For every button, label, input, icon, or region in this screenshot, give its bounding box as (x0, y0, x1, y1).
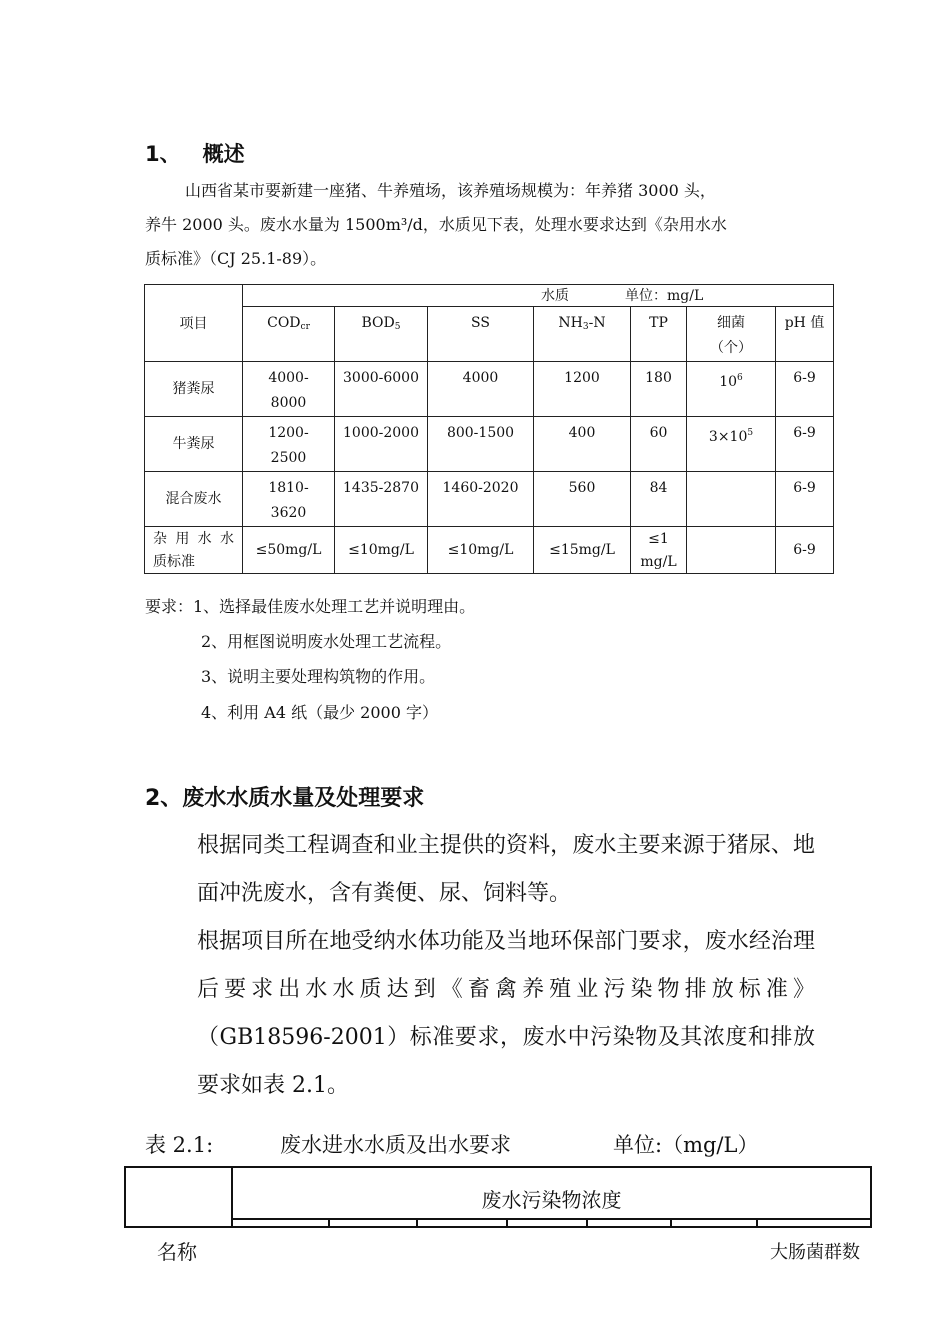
table2-caption (145, 1129, 759, 1159)
table2-header: 废水污染物浓度 (481, 1188, 622, 1212)
water-quality-label: 水质 (541, 288, 569, 304)
item-header-cell: 项目 (145, 285, 243, 362)
table2-col-divider (416, 1220, 418, 1226)
requirement-1: 要求：1、选择最佳废水处理工艺并说明理由。 (145, 597, 476, 616)
table2-col-divider (586, 1220, 588, 1226)
col-tp: TP (631, 307, 687, 362)
section1-paragraph (145, 174, 835, 276)
cell-ss: 800-1500 (428, 417, 534, 472)
table2-col-divider (756, 1220, 758, 1226)
cell-bacteria (687, 472, 776, 527)
section1-line1: 山西省某市要新建一座猪、牛养殖场，该养殖场规模为：年养猪 3000 头， (185, 181, 716, 200)
table2-caption-unit: 单位:（mg/L） (613, 1133, 759, 1157)
table2-coliform-label: 大肠菌群数 (770, 1242, 860, 1263)
table2-col-divider (670, 1220, 672, 1226)
cell-ss: 4000 (428, 362, 534, 417)
cell-nh3n: 1200 (534, 362, 631, 417)
col-cod: $COD_{cr}$ (243, 307, 335, 362)
cell-bacteria (687, 527, 776, 574)
section2-paragraph-1: 根据同类工程调查和业主提供的资料，废水主要来源于猪尿、地面冲洗废水，含有粪便、尿、饲料等。 (197, 833, 815, 906)
cell-cod: 4000- 8000 (243, 362, 335, 417)
section2-paragraph-2: 根据项目所在地受纳水体功能及当地环保部门要求，废水经治理后要求出水水质达到《畜禽养殖业污染物排放标准》（GB18596-2001）标准要求，废水中污染物及其浓度和排放要求如表 2.1。 (197, 929, 815, 1098)
table-row (145, 362, 834, 417)
table2-col-divider (328, 1220, 330, 1226)
table-row (145, 472, 834, 527)
cell-cod: ≤50mg/L (243, 527, 335, 574)
table2-col-divider (506, 1220, 508, 1226)
col-bod: $BOD_5$ (335, 307, 428, 362)
table2-subheader-row (233, 1218, 870, 1226)
requirement-2: 2、用框图说明废水处理工艺流程。 (201, 632, 452, 651)
requirement-4: 4、利用 A4 纸（最少 2000 字） (201, 703, 438, 722)
col-ss: SS (428, 307, 534, 362)
cell-bacteria: $3\times 10^5$ (687, 417, 776, 472)
table2-caption-number: 表 2.1: (145, 1133, 214, 1157)
cell-cod: 1200- 2500 (243, 417, 335, 472)
pollutant-table (124, 1166, 872, 1228)
water-quality-header-cell (243, 285, 834, 307)
cell-nh3n: ≤15mg/L (534, 527, 631, 574)
cell-bod: 3000-6000 (335, 362, 428, 417)
cell-tp: 84 (631, 472, 687, 527)
cell-ph: 6-9 (776, 417, 834, 472)
cell-tp: 60 (631, 417, 687, 472)
cell-nh3n: 560 (534, 472, 631, 527)
row-name: 牛粪尿 (145, 417, 243, 472)
cell-tp: 180 (631, 362, 687, 417)
col-nh3n: $NH_3-N$ (534, 307, 631, 362)
cell-tp: ≤1 mg/L (631, 527, 687, 574)
section2-body (145, 822, 815, 1110)
requirement-3: 3、说明主要处理构筑物的作用。 (201, 667, 436, 686)
section1-title: 概述 (202, 142, 245, 166)
cell-nh3n: 400 (534, 417, 631, 472)
table-row (145, 417, 834, 472)
cell-ss: ≤10mg/L (428, 527, 534, 574)
row-name: 杂用水水 质标准 (145, 527, 243, 574)
water-quality-table (144, 284, 834, 574)
cell-ph: 6-9 (776, 362, 834, 417)
unit-label: 单位：mg/L (625, 288, 704, 304)
cell-cod: 1810- 3620 (243, 472, 335, 527)
table2-caption-title: 废水进水水质及出水要求 (280, 1133, 511, 1157)
row-name: 猪粪尿 (145, 362, 243, 417)
cell-ph: 6-9 (776, 472, 834, 527)
cell-ph: 6-9 (776, 527, 834, 574)
cell-bod: 1000-2000 (335, 417, 428, 472)
section1-line2: 养牛 2000 头。废水水量为 1500m³/d，水质见下表，处理水要求达到《杂用水水 (145, 215, 727, 234)
section1-number: 1、 (145, 142, 181, 166)
table-row-standard (145, 527, 834, 574)
table2-name-label: 名称 (157, 1240, 197, 1264)
section1-line3: 质标准》（CJ 25.1-89）。 (145, 249, 327, 268)
col-ph: pH 值 (776, 307, 834, 362)
cell-bacteria: $10^6$ (687, 362, 776, 417)
section1-heading (145, 138, 245, 168)
col-bacteria: 细菌 （个） (687, 307, 776, 362)
cell-bod: 1435-2870 (335, 472, 428, 527)
row-name: 混合废水 (145, 472, 243, 527)
cell-bod: ≤10mg/L (335, 527, 428, 574)
cell-ss: 1460-2020 (428, 472, 534, 527)
section2-heading: 2、废水水质水量及处理要求 (145, 786, 425, 811)
